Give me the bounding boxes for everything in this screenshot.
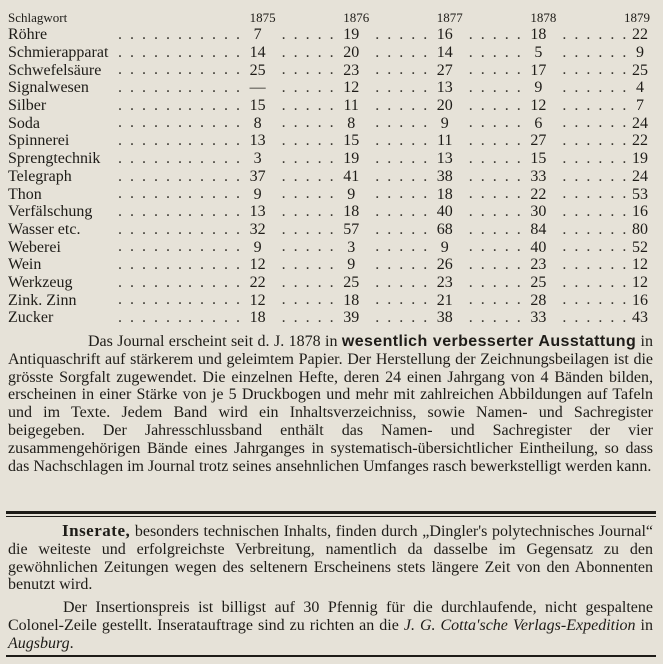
emphasis-text: wesentlich verbesserter Ausstattung <box>341 333 637 350</box>
advertisements-heading: Inserate, <box>62 521 131 540</box>
publisher-name: J. G. Cotta'sche Verlags-Expedition <box>403 616 636 634</box>
count-cell <box>282 203 376 221</box>
section-divider-thick <box>6 511 656 514</box>
statistics-table <box>8 8 656 327</box>
paragraph-text: in Antiquaschrift auf stärkerem und geleimtem Papier. Der Herstellung der Zeichnungsbeilagen ist die grösste Sorgfalt zugewendet. Die einzelnen Hefte, deren 24 einen Jahrgang von 4 Bänden bilden, erscheinen in einer Stärke von je 5 Druckbogen und mehr mit zahlreichen Abbildungen auf Tafeln und im Texte. Jedem Band wird ein Inhaltsverzeichniss, sowie Namen- und Sachregister beigegeben. Der Jahresschlussband enthält das Namen- und Sachregister der vier zusammengehörigen Bände eines Jahrganges in systematisch-übersichtlicher Eintheilung, so dass das Nachschlagen im Journal trotz seines ansehnlichen Umfanges rasch bewerkstelligt werden kann. <box>8 333 654 475</box>
count-value: 11 <box>337 97 375 114</box>
count-cell <box>562 221 656 239</box>
count-cell <box>469 291 563 309</box>
column-header-year: 1876 <box>343 10 370 25</box>
count-cell <box>469 309 563 327</box>
keyword-label: Weberei <box>8 239 65 256</box>
keyword-label: Sprengtechnik <box>8 150 104 167</box>
keyword-cell <box>8 168 188 186</box>
table-row <box>8 61 656 79</box>
table-row <box>8 291 656 309</box>
count-value: 40 <box>431 203 469 220</box>
count-value: 3 <box>244 150 282 167</box>
count-cell <box>469 132 563 150</box>
table-body <box>8 26 656 327</box>
keyword-cell <box>8 132 188 150</box>
keyword-label: Telegraph <box>8 168 76 185</box>
column-header-year: 1875 <box>249 10 276 25</box>
keyword-cell <box>8 114 188 132</box>
count-value: 9 <box>626 44 656 61</box>
count-cell <box>469 185 563 203</box>
count-cell <box>375 274 469 292</box>
count-value: 53 <box>626 186 656 203</box>
count-cell <box>469 221 563 239</box>
count-cell <box>375 97 469 115</box>
count-value: 40 <box>524 239 562 256</box>
keyword-cell <box>8 97 188 115</box>
count-cell <box>282 291 376 309</box>
count-value: 8 <box>244 115 282 132</box>
count-value: 16 <box>626 292 656 309</box>
count-cell <box>562 114 656 132</box>
count-value: 9 <box>431 239 469 256</box>
advertisements-paragraph <box>8 522 653 594</box>
count-cell <box>562 185 656 203</box>
count-cell <box>188 309 282 327</box>
table-row <box>8 114 656 132</box>
keyword-label: Silber <box>8 97 50 114</box>
count-value: 33 <box>524 309 562 326</box>
count-value: 14 <box>244 44 282 61</box>
count-cell <box>188 185 282 203</box>
count-cell <box>282 26 376 44</box>
count-cell <box>562 150 656 168</box>
keyword-label: Schwefelsäure <box>8 62 105 79</box>
count-cell <box>375 150 469 168</box>
keyword-label: Wein <box>8 256 45 273</box>
count-value: 25 <box>524 274 562 291</box>
table-row <box>8 238 656 256</box>
count-cell <box>375 61 469 79</box>
count-value: 22 <box>244 274 282 291</box>
count-cell <box>188 256 282 274</box>
count-value: 9 <box>337 186 375 203</box>
count-cell <box>562 203 656 221</box>
count-value: 25 <box>626 62 656 79</box>
keyword-label: Zucker <box>8 309 57 326</box>
count-cell <box>188 26 282 44</box>
keyword-label: Signalwesen <box>8 79 93 96</box>
count-value: 5 <box>524 44 562 61</box>
count-value: 12 <box>337 79 375 96</box>
count-cell <box>469 97 563 115</box>
count-value: 12 <box>626 274 656 291</box>
count-cell <box>562 26 656 44</box>
count-value: 33 <box>524 168 562 185</box>
count-value: 9 <box>244 186 282 203</box>
count-cell <box>469 150 563 168</box>
count-cell <box>282 274 376 292</box>
table-row <box>8 44 656 62</box>
count-cell <box>188 79 282 97</box>
count-cell <box>375 79 469 97</box>
keyword-label: Verfälschung <box>8 203 96 220</box>
count-value: 37 <box>244 168 282 185</box>
count-value: 26 <box>431 256 469 273</box>
count-value: 23 <box>431 274 469 291</box>
count-cell <box>282 256 376 274</box>
keyword-cell <box>8 203 188 221</box>
count-value: 25 <box>244 62 282 79</box>
count-cell <box>188 238 282 256</box>
count-value: 13 <box>244 132 282 149</box>
count-cell <box>282 185 376 203</box>
count-cell <box>188 203 282 221</box>
count-value: 23 <box>337 62 375 79</box>
count-value: 9 <box>524 79 562 96</box>
count-cell <box>188 97 282 115</box>
count-value: 27 <box>431 62 469 79</box>
keyword-label: Zink. Zinn <box>8 292 80 309</box>
count-cell <box>562 309 656 327</box>
count-cell <box>562 61 656 79</box>
keyword-label: Soda <box>8 115 44 132</box>
count-value: 18 <box>524 26 562 43</box>
count-cell <box>282 309 376 327</box>
count-value: 18 <box>337 203 375 220</box>
table-row <box>8 79 656 97</box>
column-header-keyword: Schlagwort <box>8 10 68 25</box>
count-cell <box>469 274 563 292</box>
count-value: 52 <box>626 239 656 256</box>
count-value: 19 <box>337 26 375 43</box>
count-value: 23 <box>524 256 562 273</box>
count-cell <box>282 221 376 239</box>
count-cell <box>188 44 282 62</box>
count-value: 18 <box>337 292 375 309</box>
count-cell <box>375 185 469 203</box>
count-cell <box>188 291 282 309</box>
journal-description-paragraph <box>8 333 653 475</box>
count-cell <box>375 221 469 239</box>
table-row <box>8 97 656 115</box>
count-cell <box>375 114 469 132</box>
keyword-cell <box>8 150 188 168</box>
table-row <box>8 309 656 327</box>
keyword-label: Spinnerei <box>8 132 73 149</box>
keyword-cell <box>8 26 188 44</box>
count-cell <box>375 168 469 186</box>
count-value: 18 <box>431 186 469 203</box>
keyword-label: Röhre <box>8 26 51 43</box>
column-header-year: 1879 <box>624 10 650 25</box>
count-cell <box>469 79 563 97</box>
count-value: 28 <box>524 292 562 309</box>
count-cell <box>375 26 469 44</box>
count-value: 9 <box>431 115 469 132</box>
keyword-cell <box>8 44 188 62</box>
count-cell <box>562 291 656 309</box>
count-cell <box>562 274 656 292</box>
section-divider-thin <box>6 516 656 517</box>
keyword-label: Wasser etc. <box>8 221 84 238</box>
count-value: 17 <box>524 62 562 79</box>
paragraph-text: Das Journal erscheint seit d. J. 1878 in <box>88 333 342 350</box>
table-row <box>8 132 656 150</box>
keyword-cell <box>8 79 188 97</box>
keyword-label: Thon <box>8 186 46 203</box>
table-row <box>8 256 656 274</box>
count-cell <box>282 61 376 79</box>
count-value: 43 <box>626 309 656 326</box>
count-value: 12 <box>244 256 282 273</box>
count-cell <box>562 168 656 186</box>
table-row <box>8 274 656 292</box>
count-value: 12 <box>244 292 282 309</box>
count-value: 24 <box>626 115 656 132</box>
count-cell <box>188 150 282 168</box>
count-cell <box>188 114 282 132</box>
count-value: 21 <box>431 292 469 309</box>
count-cell <box>469 26 563 44</box>
table-row <box>8 26 656 44</box>
publisher-city: Augsburg <box>8 634 70 652</box>
count-value: 3 <box>337 239 375 256</box>
count-value: 7 <box>244 26 282 43</box>
count-value: 16 <box>626 203 656 220</box>
keyword-cell <box>8 221 188 239</box>
keyword-label: Werkzeug <box>8 274 76 291</box>
count-value: 22 <box>524 186 562 203</box>
table-header-row <box>8 8 656 26</box>
count-cell <box>562 79 656 97</box>
count-cell <box>375 291 469 309</box>
insertion-price-paragraph <box>8 599 653 652</box>
count-value: 15 <box>337 132 375 149</box>
table-row <box>8 168 656 186</box>
keyword-cell <box>8 238 188 256</box>
count-value: 7 <box>626 97 656 114</box>
count-cell <box>188 221 282 239</box>
count-cell <box>188 61 282 79</box>
count-cell <box>188 168 282 186</box>
keyword-cell <box>8 61 188 79</box>
count-cell <box>282 79 376 97</box>
count-value: 13 <box>431 79 469 96</box>
count-value: 18 <box>244 309 282 326</box>
count-value: 22 <box>626 132 656 149</box>
count-cell <box>188 274 282 292</box>
count-value: 41 <box>337 168 375 185</box>
count-cell <box>188 132 282 150</box>
count-value: 80 <box>626 221 656 238</box>
count-cell <box>282 97 376 115</box>
count-value: 30 <box>524 203 562 220</box>
keyword-cell <box>8 185 188 203</box>
count-cell <box>562 97 656 115</box>
count-cell <box>562 132 656 150</box>
count-value: 24 <box>626 168 656 185</box>
paragraph-text: Der Insertionspreis ist billigst auf 30 Pfennig für die durchlaufende, nicht gespaltene Colonel-Zeile gestellt. Inseratauftrage sind zu richten an die <box>8 599 653 634</box>
count-cell <box>469 168 563 186</box>
count-value: 68 <box>431 221 469 238</box>
bottom-divider <box>6 655 656 657</box>
count-value: 19 <box>626 150 656 167</box>
table-row <box>8 203 656 221</box>
count-value: 13 <box>431 150 469 167</box>
column-header-year: 1878 <box>530 10 557 25</box>
count-value: 14 <box>431 44 469 61</box>
count-cell <box>375 256 469 274</box>
table-row <box>8 185 656 203</box>
count-cell <box>562 238 656 256</box>
count-value: 12 <box>626 256 656 273</box>
count-cell <box>469 61 563 79</box>
count-cell <box>562 256 656 274</box>
column-header-year: 1877 <box>436 10 463 25</box>
count-cell <box>469 238 563 256</box>
count-value: 22 <box>626 26 656 43</box>
count-cell <box>375 44 469 62</box>
keyword-label: Schmierapparat <box>8 44 112 61</box>
count-value: 9 <box>244 239 282 256</box>
count-cell <box>282 44 376 62</box>
count-value: 12 <box>524 97 562 114</box>
paragraph-text: . <box>69 634 74 652</box>
paragraph-text: in <box>635 616 653 634</box>
count-value: 8 <box>337 115 375 132</box>
table-row <box>8 221 656 239</box>
keyword-cell <box>8 309 188 327</box>
count-value: 57 <box>337 221 375 238</box>
count-cell <box>282 114 376 132</box>
count-cell <box>469 203 563 221</box>
keyword-cell <box>8 274 188 292</box>
count-value: 19 <box>337 150 375 167</box>
count-cell <box>282 132 376 150</box>
count-value: 16 <box>431 26 469 43</box>
keyword-cell <box>8 256 188 274</box>
count-cell <box>375 238 469 256</box>
count-value: 15 <box>244 97 282 114</box>
count-value: 15 <box>524 150 562 167</box>
count-cell <box>562 44 656 62</box>
count-value: 27 <box>524 132 562 149</box>
count-cell <box>375 132 469 150</box>
count-value: 25 <box>337 274 375 291</box>
count-cell <box>469 114 563 132</box>
count-value: 4 <box>626 79 656 96</box>
paragraph-text: besonders technischen Inhalts, finden durch „Dingler's polytechnisches Journal“ die weiteste und erfolgreichste Verbreitung, namentlich da dasselbe im Gegensatz zu den gewöhnlichen Zeitungen wegen des seltenern Erscheinens stets längere Zeit von den Abonnenten benutzt wird. <box>8 523 653 594</box>
count-value: 11 <box>431 132 469 149</box>
count-value: 20 <box>431 97 469 114</box>
count-cell <box>282 238 376 256</box>
count-value: 6 <box>524 115 562 132</box>
count-value: 20 <box>337 44 375 61</box>
count-value: 13 <box>244 203 282 220</box>
count-value: 84 <box>524 221 562 238</box>
count-cell <box>375 203 469 221</box>
count-value: — <box>244 79 282 96</box>
count-cell <box>282 168 376 186</box>
keyword-cell <box>8 291 188 309</box>
count-cell <box>469 44 563 62</box>
count-value: 38 <box>431 168 469 185</box>
count-value: 38 <box>431 309 469 326</box>
count-cell <box>282 150 376 168</box>
count-cell <box>375 309 469 327</box>
count-value: 39 <box>337 309 375 326</box>
table-row <box>8 150 656 168</box>
count-value: 9 <box>337 256 375 273</box>
count-value: 32 <box>244 221 282 238</box>
count-cell <box>469 256 563 274</box>
